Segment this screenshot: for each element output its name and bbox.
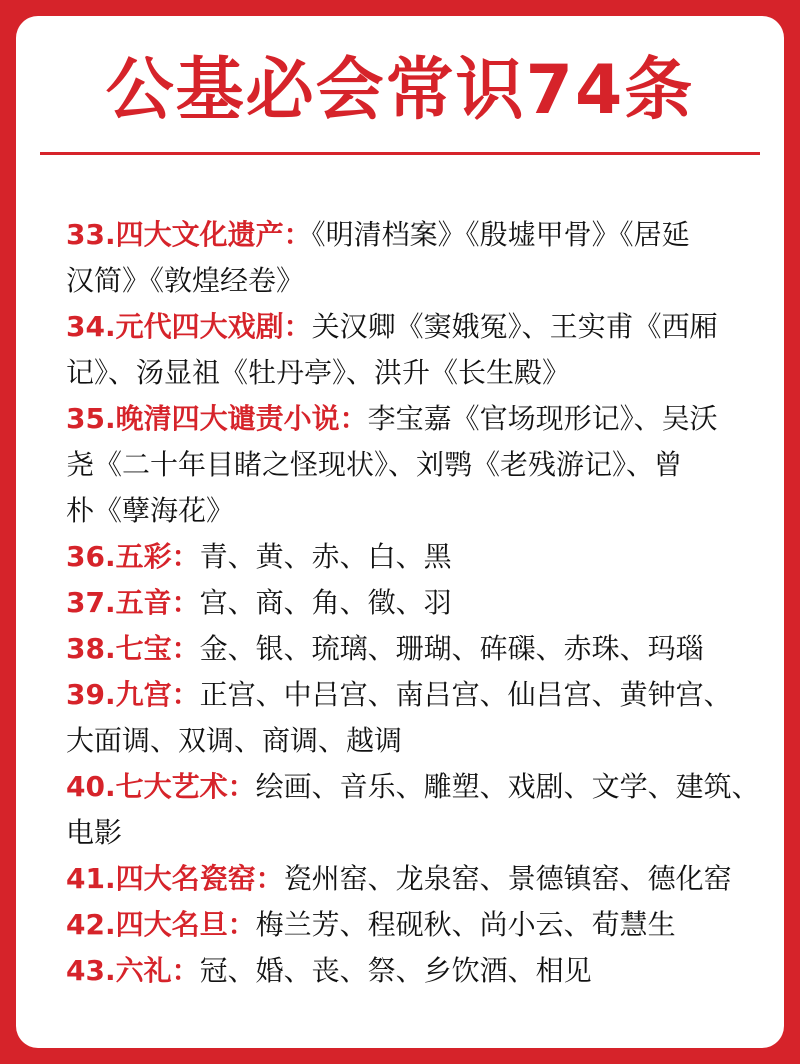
list-item bbox=[66, 672, 766, 764]
item-label: 35.晚清四大谴责小说： bbox=[66, 402, 368, 435]
item-text: 梅兰芳、程砚秋、尚小云、荀慧生 bbox=[255, 908, 676, 941]
list-item bbox=[66, 580, 766, 626]
item-label: 43.六礼： bbox=[66, 954, 200, 987]
item-label: 34.元代四大戏剧： bbox=[66, 310, 312, 343]
item-label: 33.四大文化遗产： bbox=[66, 218, 312, 251]
item-text: 李宝嘉《官场现形记》、吴沃 bbox=[367, 402, 718, 435]
item-text: 绘画、音乐、雕塑、戏剧、文学、建筑、 bbox=[255, 770, 760, 803]
content-card bbox=[16, 16, 784, 1048]
item-text: 冠、婚、丧、祭、乡饮酒、相见 bbox=[199, 954, 592, 987]
title-divider bbox=[40, 152, 760, 155]
item-text: 电影 bbox=[66, 816, 123, 849]
item-text: 尧《二十年目睹之怪现状》、刘鹗《老残游记》、曾 bbox=[66, 448, 683, 481]
item-label: 42.四大名旦： bbox=[66, 908, 256, 941]
list-item bbox=[66, 396, 766, 534]
item-label: 36.五彩： bbox=[66, 540, 200, 573]
item-text: 朴《孽海花》 bbox=[66, 494, 235, 527]
list-item bbox=[66, 856, 766, 902]
item-text: 记》、汤显祖《牡丹亭》、洪升《长生殿》 bbox=[66, 356, 571, 389]
item-label: 41.四大名瓷窑： bbox=[66, 862, 284, 895]
item-text: 关汉卿《窦娥冤》、王实甫《西厢 bbox=[311, 310, 718, 343]
list-item bbox=[66, 304, 766, 396]
item-label: 40.七大艺术： bbox=[66, 770, 256, 803]
item-text: 宫、商、角、徵、羽 bbox=[199, 586, 452, 619]
item-text: 瓷州窑、龙泉窑、景德镇窑、德化窑 bbox=[283, 862, 732, 895]
item-text: 《明清档案》《殷墟甲骨》《居延 bbox=[311, 218, 690, 251]
list-item bbox=[66, 902, 766, 948]
list-item bbox=[66, 626, 766, 672]
item-label: 38.七宝： bbox=[66, 632, 200, 665]
list-item bbox=[66, 948, 766, 994]
list-item bbox=[66, 534, 766, 580]
item-label: 39.九宫： bbox=[66, 678, 200, 711]
list-item bbox=[66, 212, 766, 304]
page-title: 公基必会常识74条 bbox=[105, 51, 695, 130]
item-text: 汉简》《敦煌经卷》 bbox=[66, 264, 305, 297]
item-text: 正宫、中吕宫、南吕宫、仙吕宫、黄钟宫、 bbox=[199, 678, 732, 711]
item-text: 大面调、双调、商调、越调 bbox=[66, 724, 403, 757]
list-item bbox=[66, 764, 766, 856]
knowledge-list bbox=[66, 212, 766, 994]
item-text: 金、银、琉璃、珊瑚、砗磲、赤珠、玛瑙 bbox=[199, 632, 704, 665]
item-text: 青、黄、赤、白、黑 bbox=[199, 540, 452, 573]
item-label: 37.五音： bbox=[66, 586, 200, 619]
